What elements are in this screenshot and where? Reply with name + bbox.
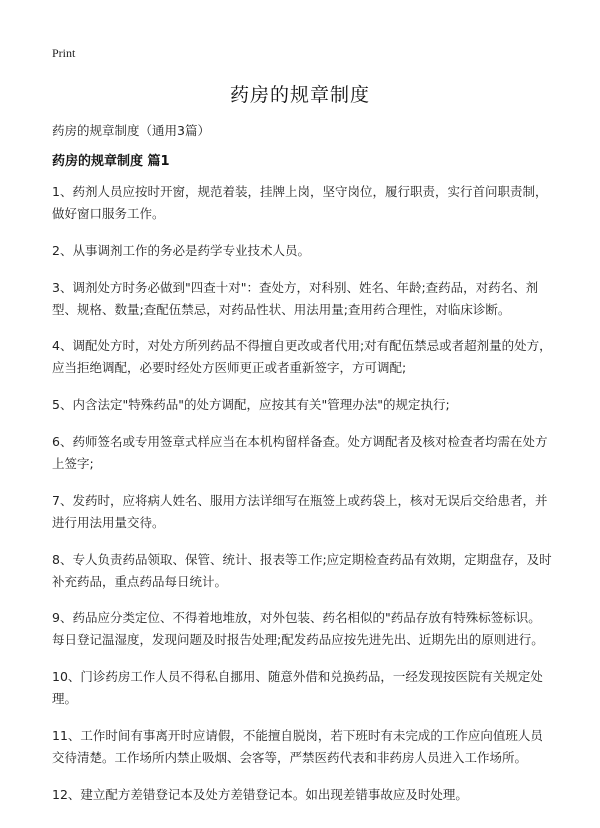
rules-list <box>52 181 552 821</box>
rule-item: 3、调剂处方时务必做到"四查十对"：查处方，对科别、姓名、年龄;查药品，对药名、剂型、规格、数量;查配伍禁忌，对药品性状、用法用量;查用药合理性，对临床诊断。 <box>52 279 539 317</box>
document-subtitle: 药房的规章制度（通用3篇） <box>52 123 210 138</box>
rule-item: 8、专人负责药品领取、保管、统计、报表等工作;应定期检查药品有效期，定期盘存，及时补充药品，重点药品每日统计。 <box>52 551 552 589</box>
print-label: Print <box>52 46 76 60</box>
rule-item: 11、工作时间有事离开时应请假，不能擅自脱岗，若下班时有未完成的工作应向值班人员交待清楚。工作场所内禁止吸烟、会客等，严禁医药代表和非药房人员进入工作场所。 <box>52 727 543 765</box>
rule-item: 7、发药时，应将病人姓名、服用方法详细写在瓶签上或药袋上，核对无误后交给患者，并进行用法用量交待。 <box>52 492 548 530</box>
section-heading: 药房的规章制度 篇1 <box>52 154 170 169</box>
rule-item: 10、门诊药房工作人员不得私自挪用、随意外借和兑换药品，一经发现按医院有关规定处理。 <box>52 669 543 707</box>
rule-item: 1、药剂人员应按时开窗，规范着装，挂牌上岗，坚守岗位，履行职责，实行首问职责制，做好窗口服务工作。 <box>52 184 548 221</box>
rule-item: 4、调配处方时，对处方所列药品不得擅自更改或者代用;对有配伍禁忌或者超剂量的处方，应当拒绝调配，必要时经处方医师更正或者重新签字，方可调配; <box>52 338 552 376</box>
rule-item: 9、药品应分类定位、不得着地堆放，对外包装、药名相似的"药品存放有特殊标签标识。每日登记温湿度，发现问题及时报告处理;配发药品应按先进先出、近期先出的原则进行。 <box>52 610 544 648</box>
document-title: 药房的规章制度 <box>229 84 370 106</box>
rule-item: 2、从事调剂工作的务必是药学专业技术人员。 <box>52 242 310 258</box>
rule-item: 6、药师签名或专用签章式样应当在本机构留样备查。处方调配者及核对检查者均需在处方上签字; <box>52 433 548 471</box>
rule-item: 5、内含法定"特殊药品"的处方调配，应按其有关"管理办法"的规定执行; <box>52 397 450 413</box>
rule-item: 12、建立配方差错登记本及处方差错登记本。如出现差错事故应及时处理。 <box>52 786 468 802</box>
